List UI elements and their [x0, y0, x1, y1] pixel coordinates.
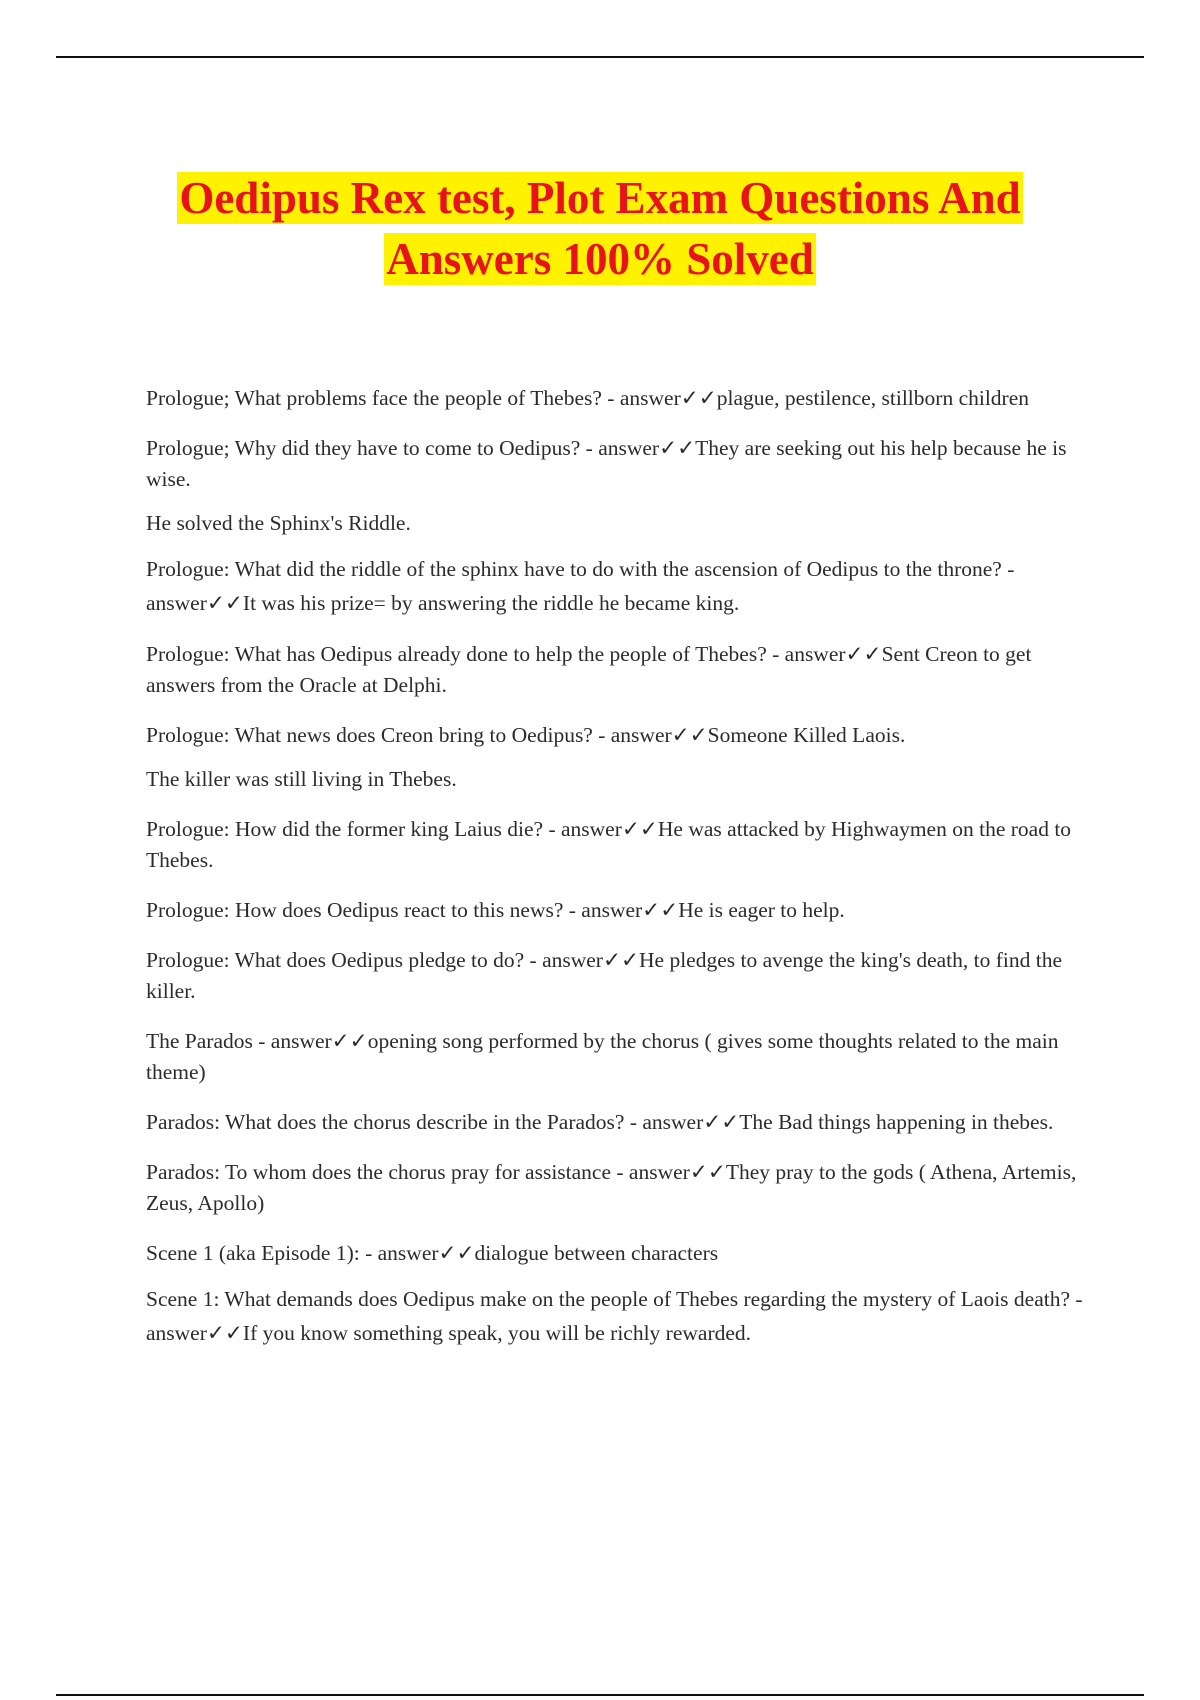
qa-paragraph: Prologue: How did the former king Laius die? - answer✓✓He was attacked by Highwaymen on the road to Thebes.	[146, 817, 1072, 872]
qa-paragraph: Prologue: How does Oedipus react to this news? - answer✓✓He is eager to help.	[146, 898, 845, 922]
title-line-2: Answers 100% Solved	[386, 234, 814, 284]
qa-paragraph: Prologue: What does Oedipus pledge to do? - answer✓✓He pledges to avenge the king's death, to find the killer.	[146, 948, 1063, 1003]
qa-paragraph: Prologue: What did the riddle of the sphinx have to do with the ascension of Oedipus to the throne? - answer✓✓It was his prize= by answering the riddle he became king.	[146, 557, 1015, 615]
qa-paragraph: The Parados - answer✓✓opening song performed by the chorus ( gives some thoughts related to the main theme)	[146, 1029, 1059, 1084]
qa-paragraph: Parados: What does the chorus describe in the Parados? - answer✓✓The Bad things happening in thebes.	[146, 1110, 1054, 1134]
document-title	[60, 168, 1140, 290]
qa-paragraph: He solved the Sphinx's Riddle.	[146, 511, 411, 535]
qa-paragraph: Prologue; What problems face the people of Thebes? - answer✓✓plague, pestilence, stillborn children	[146, 386, 1030, 410]
qa-paragraph: Prologue: What news does Creon bring to Oedipus? - answer✓✓Someone Killed Laois.	[146, 723, 906, 747]
qa-paragraph: Scene 1 (aka Episode 1): - answer✓✓dialogue between characters	[146, 1241, 719, 1265]
qa-paragraph: Parados: To whom does the chorus pray for assistance - answer✓✓They pray to the gods ( Athena, Artemis, Zeus, Apollo)	[146, 1160, 1077, 1215]
qa-paragraph: The killer was still living in Thebes.	[146, 767, 457, 791]
qa-list	[146, 383, 1086, 1369]
bottom-rule	[56, 1694, 1144, 1696]
title-line-1: Oedipus Rex test, Plot Exam Questions And	[179, 173, 1021, 223]
top-rule	[56, 56, 1144, 58]
qa-paragraph: Prologue; Why did they have to come to Oedipus? - answer✓✓They are seeking out his help because he is wise.	[146, 436, 1067, 491]
qa-paragraph: Prologue: What has Oedipus already done to help the people of Thebes? - answer✓✓Sent Creon to get answers from the Oracle at Delphi.	[146, 642, 1032, 697]
qa-paragraph: Scene 1: What demands does Oedipus make on the people of Thebes regarding the mystery of Laois death? - answer✓✓If you know something speak, you will be richly rewarded.	[146, 1287, 1083, 1345]
